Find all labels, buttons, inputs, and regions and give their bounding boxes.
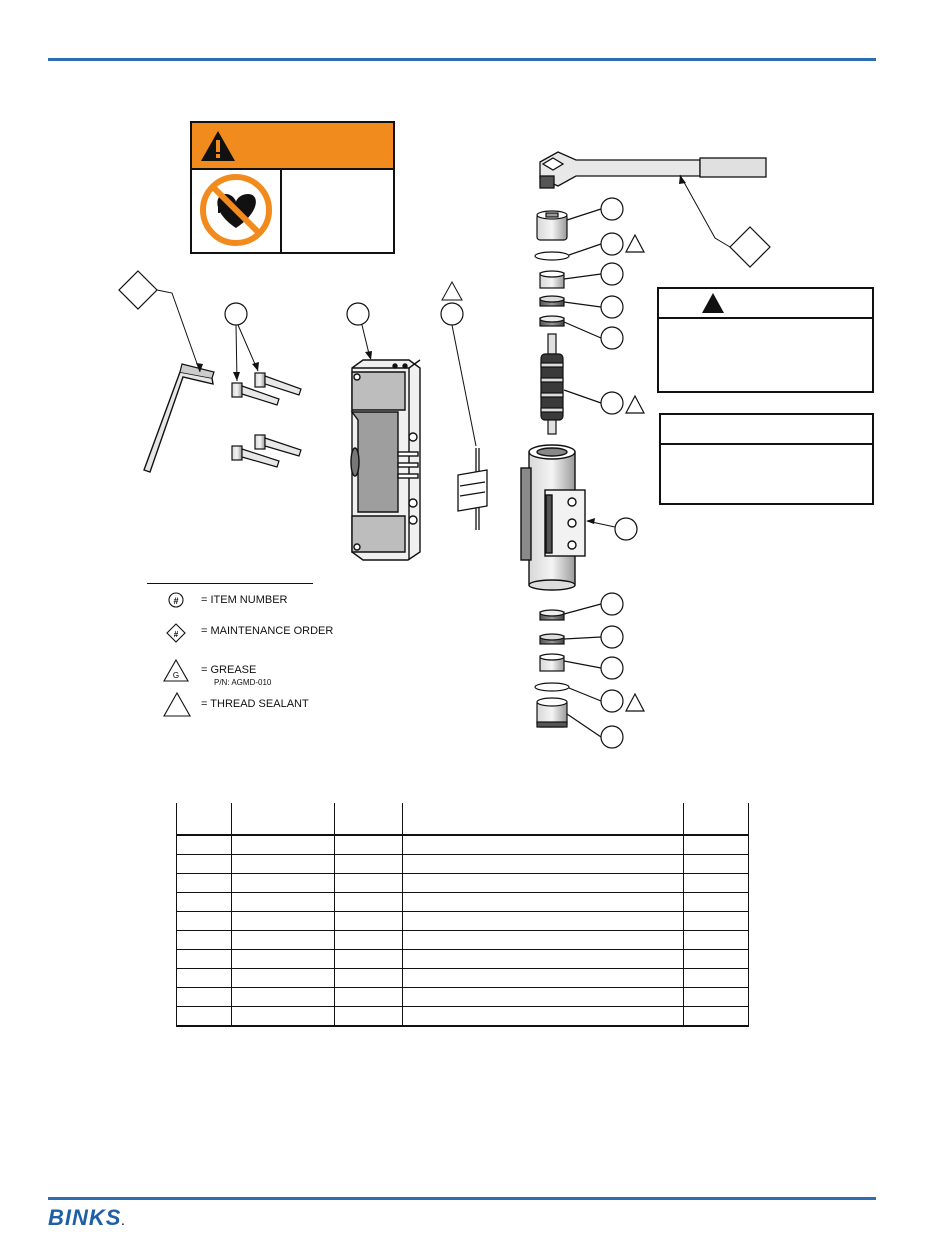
item-callout-gasket xyxy=(441,282,476,446)
table-header-cell xyxy=(403,803,684,835)
manifold-block xyxy=(351,360,420,560)
table-row xyxy=(177,931,749,950)
item-callout-body xyxy=(586,518,637,540)
grease-symbol-text: G xyxy=(172,671,180,680)
item-callout-manifold xyxy=(347,303,372,360)
table-header-cell xyxy=(177,803,232,835)
maintenance-diamond-2 xyxy=(679,175,770,267)
item-number-symbol-text: # xyxy=(173,596,179,606)
table-row xyxy=(177,969,749,988)
table-row xyxy=(177,855,749,874)
item-callout-screws xyxy=(225,303,259,381)
table-row xyxy=(177,988,749,1007)
upper-seal-stack xyxy=(535,211,569,326)
table-row xyxy=(177,1007,749,1027)
lower-seal-stack xyxy=(535,610,569,727)
screw-set xyxy=(232,373,301,467)
maintenance-symbol-text: # xyxy=(173,630,179,639)
brand-logo-text: BINKS xyxy=(48,1205,122,1230)
gasket xyxy=(458,448,487,530)
table-header-cell xyxy=(232,803,335,835)
spool xyxy=(541,334,563,434)
legend-grease-part-number: P/N: AGMD-010 xyxy=(214,678,272,687)
table-header-cell xyxy=(684,803,749,835)
legend-maintenance-order: = MAINTENANCE ORDER xyxy=(201,625,334,637)
valve-body xyxy=(521,445,585,590)
brand-logo xyxy=(48,1205,125,1231)
lower-callouts xyxy=(564,593,644,748)
table-row xyxy=(177,893,749,912)
legend-symbols xyxy=(164,593,190,716)
legend-grease: = GREASE xyxy=(201,664,257,676)
table-header-cell xyxy=(335,803,403,835)
parts-table xyxy=(176,803,749,1027)
upper-callouts xyxy=(564,198,644,414)
table-header-row xyxy=(177,803,749,835)
brand-logo-mark: . xyxy=(121,1217,126,1228)
ratchet-wrench xyxy=(540,152,766,188)
footer-rule xyxy=(48,1197,876,1200)
legend-thread-sealant: = THREAD SEALANT xyxy=(201,698,309,710)
table-row xyxy=(177,950,749,969)
maintenance-diamond-1 xyxy=(119,271,203,372)
table-row xyxy=(177,874,749,893)
hex-key xyxy=(144,364,214,472)
legend-item-number: = ITEM NUMBER xyxy=(201,594,288,606)
table-row xyxy=(177,835,749,855)
thread-sealant-symbol-icon xyxy=(164,693,190,716)
table-row xyxy=(177,912,749,931)
legend-rule xyxy=(147,583,313,584)
